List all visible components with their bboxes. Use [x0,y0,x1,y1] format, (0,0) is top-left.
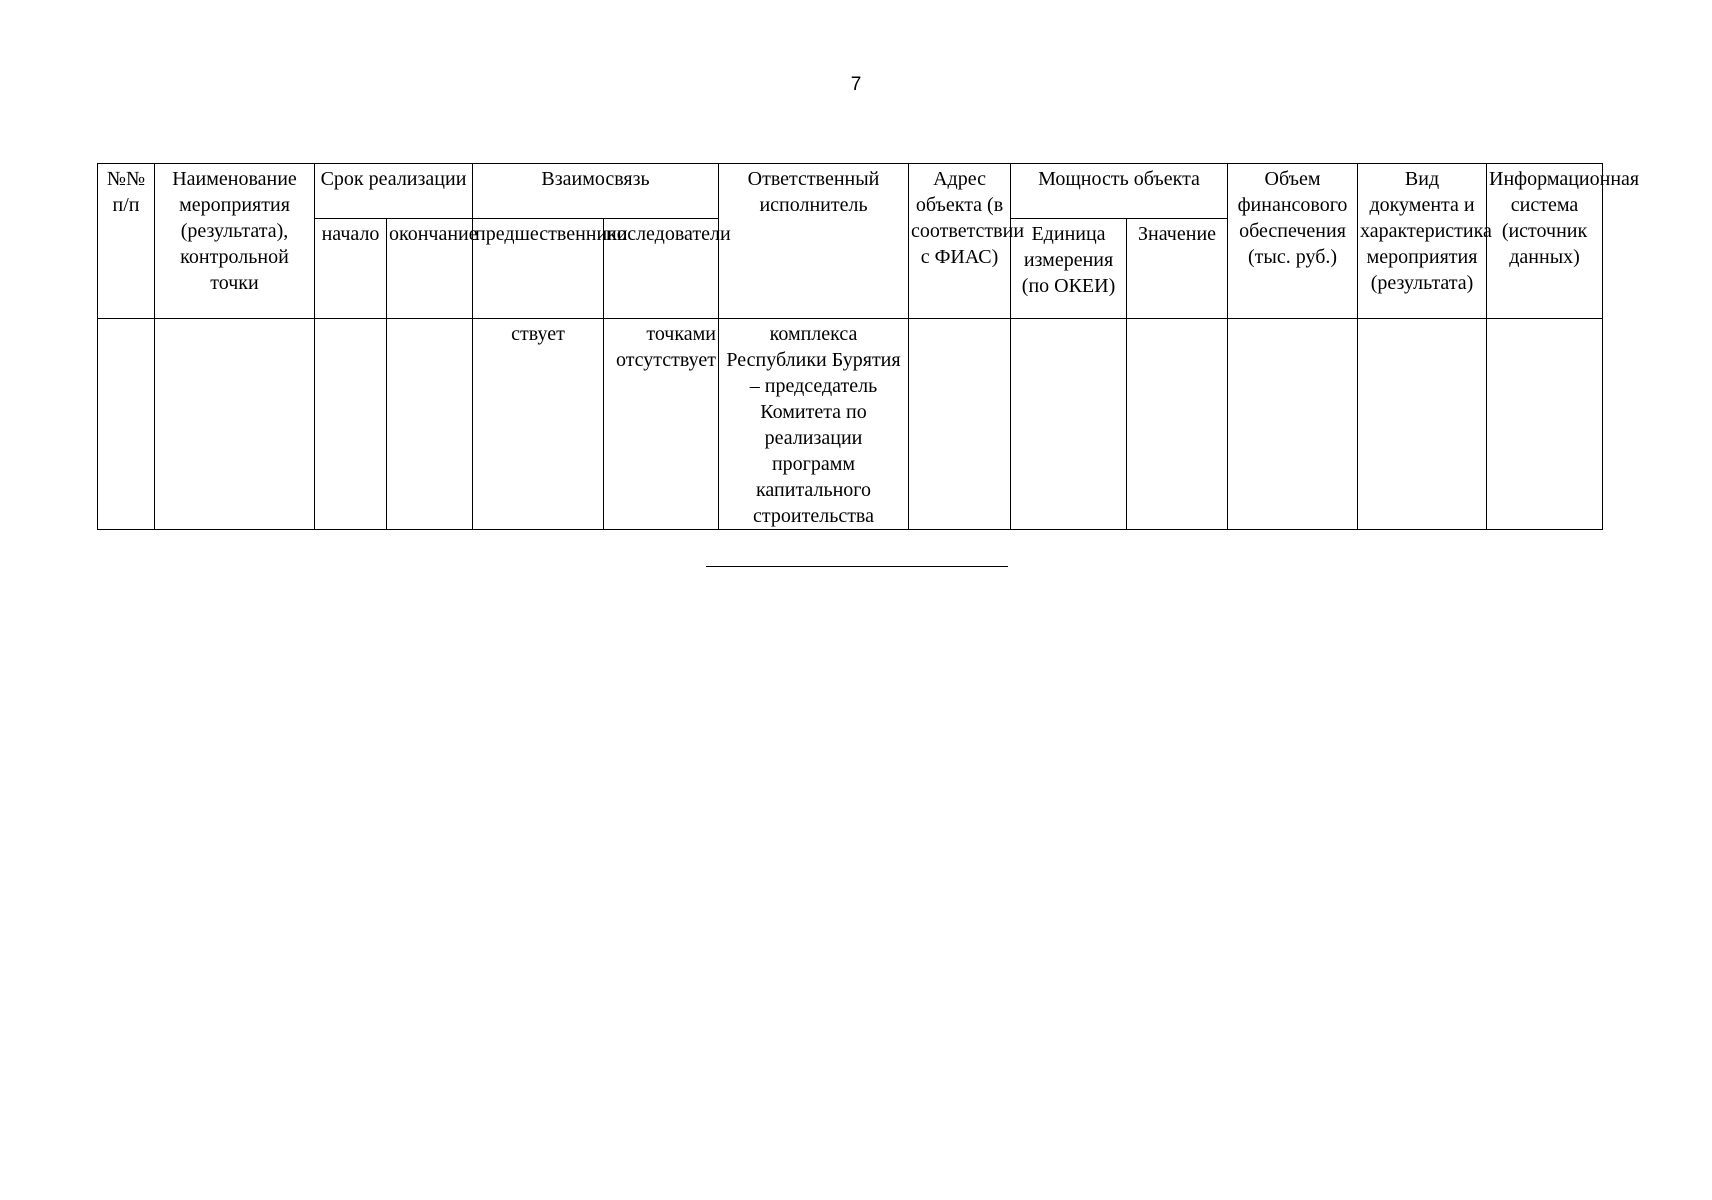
header-predecessors: предшественники [473,219,604,319]
header-term-end: окончание [387,219,473,319]
header-finance: Объем финансового обеспечения (тыс. руб.) [1228,164,1358,319]
header-relation: Взаимосвязь [473,164,719,219]
cell-predecessors: ствует [473,319,604,530]
cell-term-start [315,319,387,530]
cell-term-end [387,319,473,530]
table-row [98,319,1603,530]
cell-num [98,319,155,530]
header-name: Наименование мероприятия (результата), контрольной точки [155,164,315,319]
header-address: Адрес объекта (в соответствии с ФИАС) [909,164,1011,319]
cell-capacity-value [1127,319,1228,530]
header-capacity-value: Значение [1127,219,1228,319]
header-successors: последователи [604,219,719,319]
header-num: №№ п/п [98,164,155,319]
header-info-system: Информационная система (источник данных) [1487,164,1603,319]
cell-successors: точками отсутствует [604,319,719,530]
cell-address [909,319,1011,530]
header-term-start: начало [315,219,387,319]
cell-executor: комплекса Республики Бурятия – председатель Комитета по реализации программ капитального строительства [719,319,909,530]
cell-finance [1228,319,1358,530]
cell-capacity-unit [1011,319,1127,530]
header-executor: Ответственный исполнитель [719,164,909,319]
cell-doc-type [1358,319,1487,530]
page-number: 7 [850,74,862,95]
plan-table [97,163,1640,530]
header-term: Срок реализации [315,164,473,219]
header-capacity: Мощность объекта [1011,164,1228,219]
end-of-document-line [706,566,1008,567]
header-doc-type: Вид документа и характеристика мероприятия (результата) [1358,164,1487,319]
cell-info-system [1487,319,1603,530]
cell-name [155,319,315,530]
header-capacity-unit: Единица измерения (по ОКЕИ) [1011,219,1127,319]
